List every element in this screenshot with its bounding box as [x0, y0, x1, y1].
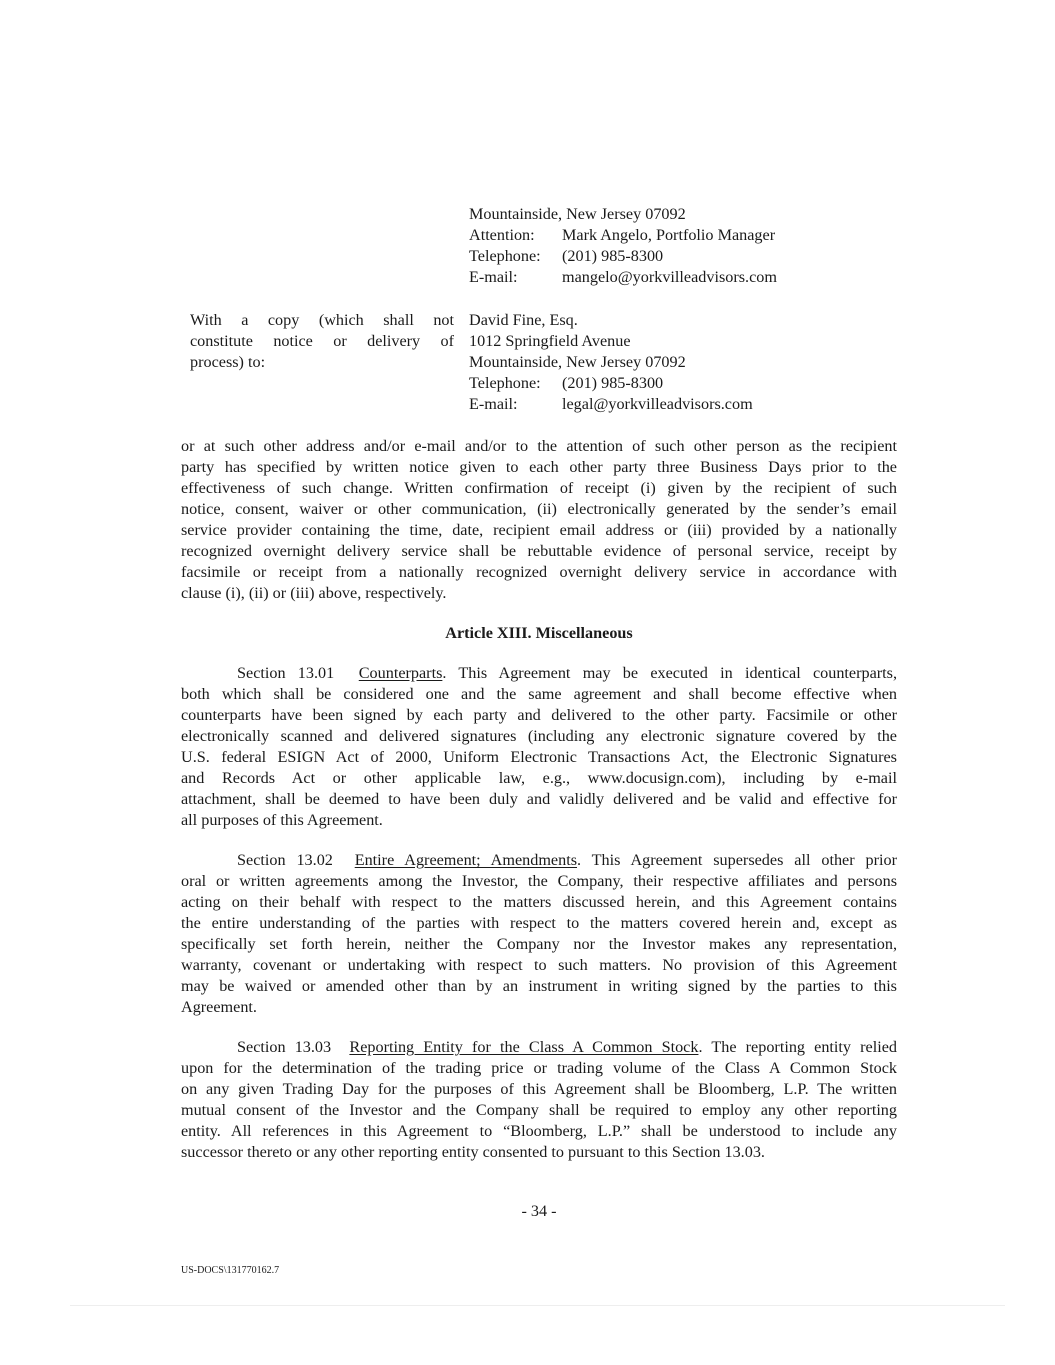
section-title: Entire Agreement; Amendments: [354, 851, 577, 869]
address-value: 1012 Springfield Avenue: [469, 332, 631, 350]
address-line: [469, 310, 578, 331]
address-value: David Fine, Esq.: [469, 311, 578, 329]
address-value: (201) 985-8300: [562, 374, 664, 392]
address-line: [469, 331, 631, 352]
paragraph-line: electronically scanned and delivered signatures (including any electronic signature covered by the: [181, 727, 897, 745]
address-line: [469, 246, 663, 267]
address-label: Telephone:: [469, 374, 541, 392]
section-number: Section 13.02: [237, 851, 333, 869]
copy-recipient-label: With a copy (which shall not: [190, 311, 454, 329]
section-text: . This Agreement supersedes all other prior: [577, 851, 897, 869]
address-value: Mountainside, New Jersey 07092: [469, 205, 686, 223]
paragraph-line: specifically set forth herein, neither the Company nor the Investor makes any representation,: [181, 935, 897, 953]
paragraph-line: both which shall be considered one and the same agreement and shall become effective when: [181, 685, 897, 703]
page-number: - 34 -: [521, 1202, 557, 1220]
paragraph-line: upon for the determination of the trading price or trading volume of the Class A Common Stock: [181, 1059, 897, 1077]
article-heading: Article XIII. Miscellaneous: [445, 624, 633, 642]
section-number: Section 13.01: [237, 664, 335, 682]
paragraph-line: oral or written agreements among the Investor, the Company, their respective affiliates and persons: [181, 872, 897, 890]
address-line: [469, 267, 777, 288]
section-first-line: [181, 850, 897, 871]
address-value: Mountainside, New Jersey 07092: [469, 353, 686, 371]
address-label: E-mail:: [469, 268, 518, 286]
address-line: [469, 225, 775, 246]
section-first-line: [181, 663, 897, 684]
address-line: [469, 204, 686, 225]
copy-recipient-label: constitute notice or delivery of: [190, 332, 454, 350]
paragraph-line: Agreement.: [181, 998, 257, 1016]
section-title: Reporting Entity for the Class A Common Stock: [349, 1038, 699, 1056]
address-value: Mark Angelo, Portfolio Manager: [562, 226, 776, 244]
paragraph-line: the entire understanding of the parties with respect to the matters covered herein and, except as: [181, 914, 897, 932]
paragraph-line: and Records Act or other applicable law, e.g., www.docusign.com), including by e-mail: [181, 769, 897, 787]
paragraph-line: clause (i), (ii) or (iii) above, respectively.: [181, 584, 447, 602]
paragraph-line: recognized overnight delivery service shall be rebuttable evidence of personal service, receipt by: [181, 542, 897, 560]
address-line: [469, 373, 663, 394]
document-id: US-DOCS\131770162.7: [181, 1265, 280, 1276]
copy-recipient-label: process) to:: [190, 353, 266, 371]
paragraph-line: or at such other address and/or e-mail and/or to the attention of such other person as the recipient: [181, 437, 897, 455]
paragraph-line: may be waived or amended other than by an instrument in writing signed by the parties to this: [181, 977, 897, 995]
address-value: mangelo@yorkvilleadvisors.com: [562, 268, 777, 286]
section-first-line: [181, 1037, 897, 1058]
paragraph-line: mutual consent of the Investor and the Company shall be required to employ any other reporting: [181, 1101, 897, 1119]
paragraph-line: all purposes of this Agreement.: [181, 811, 383, 829]
paragraph-line: successor thereto or any other reporting entity consented to pursuant to this Section 13.03.: [181, 1143, 765, 1161]
paragraph-line: U.S. federal ESIGN Act of 2000, Uniform Electronic Transactions Act, the Electronic Signatures: [181, 748, 897, 766]
address-label: Telephone:: [469, 247, 541, 265]
paragraph-line: service provider containing the time, date, recipient email address or (iii) provided by a nationally: [181, 521, 897, 539]
paragraph-line: facsimile or receipt from a nationally recognized overnight delivery service in accordance with: [181, 563, 897, 581]
paragraph-line: notice, consent, waiver or other communication, (ii) electronically generated by the sender’s email: [181, 500, 897, 518]
address-line: [469, 394, 753, 415]
page-bottom-edge: [70, 1305, 1005, 1306]
paragraph-line: effectiveness of such change. Written confirmation of receipt (i) given by the recipient of such: [181, 479, 897, 497]
address-value: legal@yorkvilleadvisors.com: [562, 395, 753, 413]
address-line: [469, 352, 686, 373]
section-text: . The reporting entity relied: [698, 1038, 897, 1056]
paragraph-line: attachment, shall be deemed to have been duly and validly delivered and be valid and effective for: [181, 790, 897, 808]
address-label: E-mail:: [469, 395, 518, 413]
section-number: Section 13.03: [237, 1038, 332, 1056]
address-value: (201) 985-8300: [562, 247, 664, 265]
paragraph-line: acting on their behalf with respect to the matters discussed herein, and this Agreement contains: [181, 893, 897, 911]
address-label: Attention:: [469, 226, 535, 244]
paragraph-line: party has specified by written notice given to each other party three Business Days prior to the: [181, 458, 897, 476]
paragraph-line: on any given Trading Day for the purposes of this Agreement shall be Bloomberg, L.P. The written: [181, 1080, 897, 1098]
paragraph-line: warranty, covenant or undertaking with respect to such matters. No provision of this Agreement: [181, 956, 897, 974]
section-text: . This Agreement may be executed in identical counterparts,: [442, 664, 897, 682]
paragraph-line: entity. All references in this Agreement to “Bloomberg, L.P.” shall be understood to include any: [181, 1122, 897, 1140]
section-title: Counterparts: [358, 664, 443, 682]
paragraph-line: counterparts have been signed by each party and delivered to the other party. Facsimile or other: [181, 706, 897, 724]
